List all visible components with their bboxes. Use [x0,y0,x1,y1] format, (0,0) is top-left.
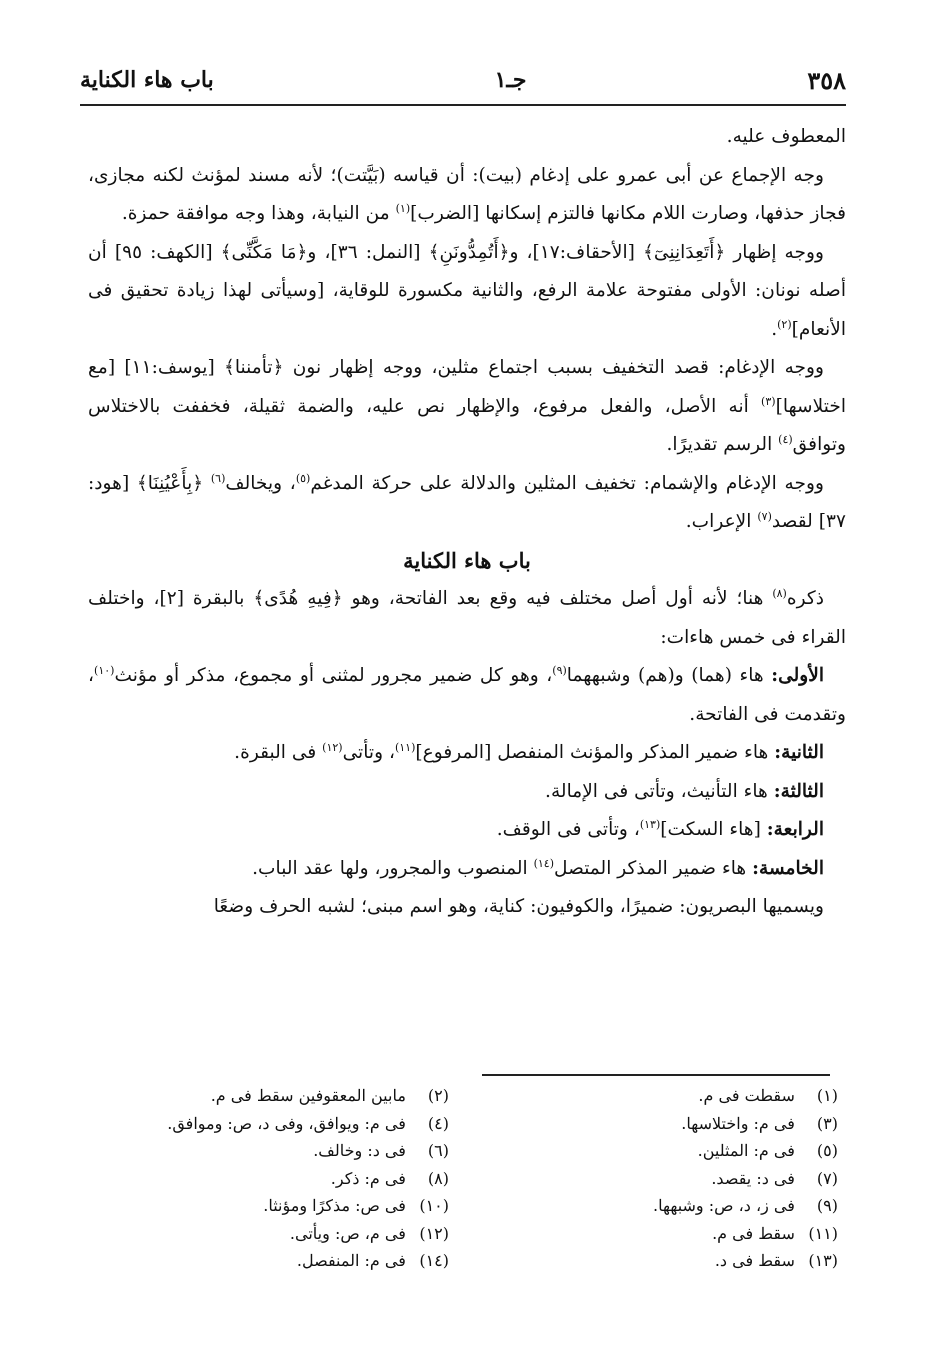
footnote [489,1110,838,1138]
paragraph [88,773,846,812]
paragraph [88,734,846,773]
text-run: ، وتأتى فى الوقف. [496,819,640,840]
text-run: هاء (هما) و(هم) وشبههما [566,665,772,686]
footnote-text: فى م: واختلاسها. [681,1113,795,1133]
footnote-number: (١٣) [808,1251,838,1270]
footnote-text: فى ز، د، ص: وشبهها. [652,1196,795,1215]
footnote-rule [482,1074,830,1076]
paragraph [88,157,846,234]
text-run: ووجه الإدغام والإشمام: تخفيف المثلين والدلالة على حركة المدغم [310,472,824,494]
text-run: ووجه الإدغام: قصد التخفيف بسبب اجتماع مثلين، ووجه إظهار نون ﴿تأمننا﴾ [يوسف:١١] [مع اختلاسها] [88,357,846,417]
footnote [100,1247,449,1275]
footnote-text: سقطت فى م. [698,1086,795,1105]
paragraph [88,118,846,157]
footnote [489,1137,838,1165]
footnote [489,1192,838,1220]
footnote-number: (١) [816,1086,838,1105]
footnote-ref: (٥) [295,471,311,485]
text-run: فى البقرة. [234,742,323,763]
text-run: المنصوب والمجرور، ولها عقد الباب. [252,857,534,879]
footnote-number: (٦) [427,1141,449,1160]
text-run: ، وهو كل ضمير مجرور لمثنى أو مجموع، مذكر أو مؤنث [114,665,553,686]
footnote-number: (١٢) [419,1223,449,1243]
footnote-ref: (١٤) [533,856,554,870]
footnote-text: فى د: يقصد. [711,1168,795,1188]
footnote-ref: (٨) [772,586,787,600]
footnote-text: فى م: المنفصل. [296,1251,406,1270]
page-number: ٣٥٨ [807,65,846,95]
text-run: من النيابة، وهذا وجه موافقة حمزة. [121,203,396,224]
text-run: الإعراب. [685,511,758,532]
text-run: ذكره [786,588,824,609]
footnote-text: فى ص: مذكرًا ومؤنثا. [263,1196,406,1215]
header-rule [80,104,846,106]
footnote-number: (٨) [427,1168,449,1188]
footnote-number: (٧) [816,1168,838,1188]
text-run: . [771,318,778,340]
paragraph [88,811,846,850]
footnote-text: فى م: ذكر. [330,1168,406,1188]
volume-label: جـ١ [494,67,527,93]
footnote [100,1192,449,1220]
text-run: المعطوف عليه. [726,126,846,147]
text-run: هاء ضمير المذكر والمؤنث المنفصل [المرفوع] [415,742,775,763]
list-term: الخامسة: [752,857,824,879]
footnotes-right-column [489,1082,838,1275]
text-run: ، وتقدمت فى الفاتحة. [88,665,846,725]
footnotes-left-column [100,1082,449,1275]
footnote-ref: (١٠) [94,663,115,677]
footnote-number: (١٠) [419,1196,449,1215]
main-text [88,118,846,927]
footnote-ref: (٦) [210,471,226,485]
text-run: ﴿بِأَعْيُنِنَا﴾ [هود: ٣٧] لقصد [88,472,846,532]
footnotes [100,1082,838,1275]
footnote-ref: (٤) [778,432,793,446]
paragraph [88,580,846,657]
chapter-title: باب هاء الكناية [80,67,214,93]
text-run: ووجه إظهار ﴿أَتَعِدَانِنِىٓ﴾ [الأحقاف:١٧]، و﴿أَتُمِدُّونَنِ﴾ [النمل: ٣٦]، و﴿مَا مَكَّنِّى﴾ [الكهف: ٩٥] أن أصله نونان: الأولى مفتوحة علامة الرفع، والثانية مكسورة للوقاية، [وسيأتى لهذا زيادة تحقيق فى الأنعام] [88,241,846,340]
text-run: ، وتأتى [342,742,395,763]
footnote-ref: (٣) [761,394,776,408]
footnote-number: (٥) [816,1141,838,1160]
paragraph [88,465,846,542]
footnote-text: مابين المعقوفين سقط فى م. [210,1086,406,1105]
paragraph [88,349,846,465]
footnote-text: فى م، ص: ويأتى. [289,1223,406,1243]
footnote-text: سقط فى م. [712,1223,795,1243]
footnote-text: فى م: المثلين. [697,1141,795,1160]
footnote-text: فى د: وخالف. [313,1141,406,1160]
list-term: الثانية: [774,742,824,763]
footnote-number: (٤) [427,1113,449,1133]
footnote-text: سقط فى د. [714,1251,795,1270]
paragraph [88,888,846,927]
list-term: الثالثة: [773,780,824,802]
running-header [80,60,846,100]
footnote-number: (٩) [816,1196,838,1215]
footnote-number: (١١) [808,1223,838,1243]
footnote-ref: (٩) [552,663,567,677]
footnote [100,1082,449,1110]
paragraph [88,850,846,889]
text-run: أنه الأصل، والفعل مرفوع، والإظهار نص عليه، والضمة ثقيلة، فخففت بالاختلاس وتوافق [88,395,846,455]
footnote [100,1137,449,1165]
footnote [489,1165,838,1193]
footnote [489,1082,838,1110]
text-run: هنا؛ لأنه أول أصل مختلف فيه وقع بعد الفاتحة، وهو ﴿فِيهِ هُدًى﴾ بالبقرة [٢]، واختلف القراء فى خمس هاءات: [88,588,846,648]
text-run: هاء ضمير المذكر المتصل [553,857,753,879]
text-run: ، ويخالف [225,472,296,494]
text-run: وجه الإجماع عن أبى عمرو على إدغام (بيت): أن قياسه (بَيَّتت)؛ لأنه مسند لمؤنث لكنه مجازى، فجاز حذفها، وصارت اللام مكانها فالتزم إسكانها [الضرب] [88,164,846,224]
footnote-number: (١٤) [419,1251,449,1270]
footnote-ref: (٢) [777,317,792,331]
paragraph [88,234,846,350]
footnote-ref: (١) [395,201,411,215]
paragraph [88,657,846,734]
footnote-number: (٣) [816,1113,838,1133]
text-run: هاء التأنيث، وتأتى فى الإمالة. [545,780,774,802]
footnote [100,1165,449,1193]
footnote-ref: (٧) [757,509,772,523]
text-run: [هاء السكت] [660,819,767,840]
footnote-ref: (١١) [394,740,416,754]
footnote [489,1220,838,1248]
list-term: الأولى: [771,665,824,686]
footnote [100,1220,449,1248]
footnote [100,1110,449,1138]
footnote-text: فى م: ويوافق، وفى د، ص: وموافق. [167,1113,406,1133]
footnote [489,1247,838,1275]
text-run: ويسميها البصريون: ضميرًا، والكوفيون: كناية، وهو اسم مبنى؛ لشبه الحرف وضعًا [213,896,824,917]
footnote-number: (٢) [427,1086,449,1105]
section-heading: باب هاء الكناية [403,547,531,573]
text-run: الرسم تقديرًا. [666,434,779,455]
footnote-ref: (١٣) [639,817,661,831]
footnote-ref: (١٢) [322,740,343,754]
list-term: الرابعة: [766,819,824,840]
